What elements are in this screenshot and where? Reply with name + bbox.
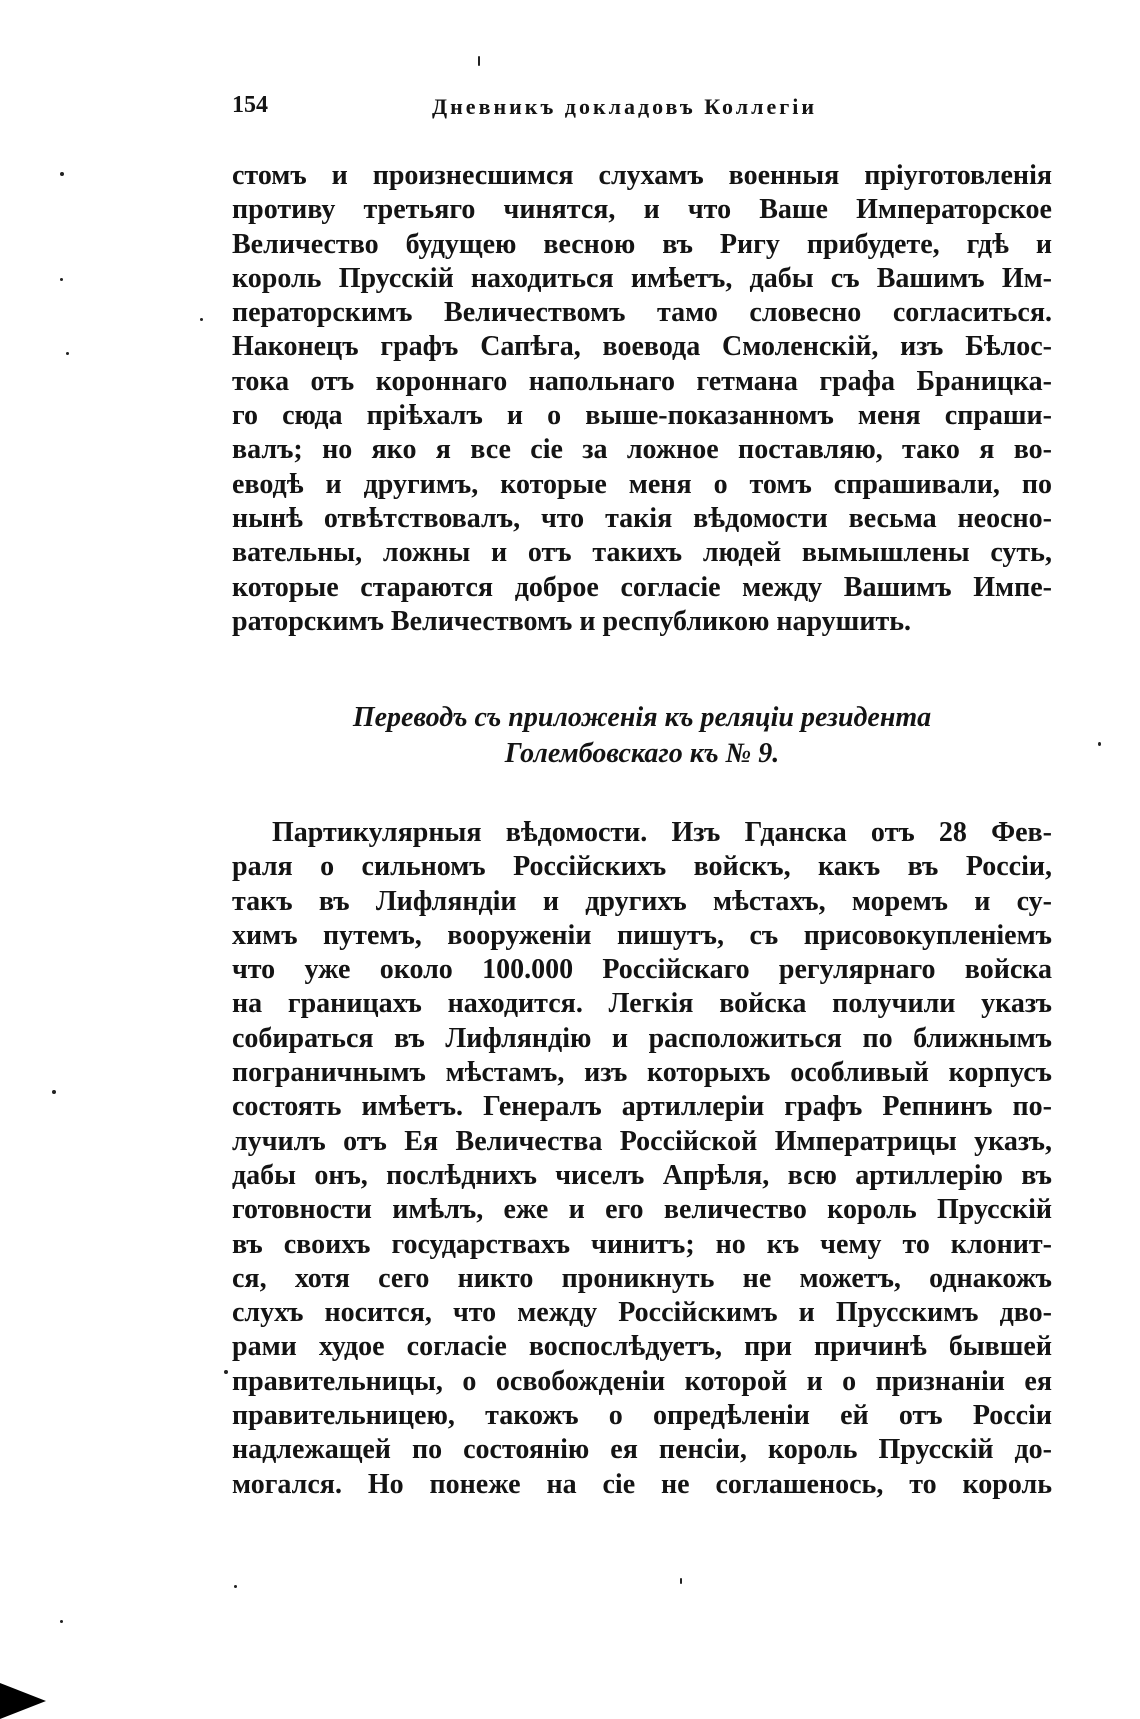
text-line: химъ путемъ, вооруженіи пишутъ, съ присовокупленіемъ	[232, 919, 1052, 951]
text-line: валъ; но яко я все сіе за ложное поставляю, тако я во-	[232, 434, 1052, 466]
text-line: стомъ и произнесшимся слухамъ военныя пріуготовленія	[232, 160, 1052, 191]
section-heading-line-1: Переводъ съ приложенія къ реляціи резидента	[352, 702, 932, 733]
scan-edge-shadow	[0, 1683, 46, 1719]
text-line: надлежащей по состоянію ея пенсіи, король Прусскій до-	[232, 1434, 1052, 1466]
text-line: раторскимъ Величествомъ и республикою нарушить.	[232, 605, 912, 637]
page-number: 154	[232, 92, 268, 118]
page-header	[232, 92, 1052, 132]
paragraph-continued	[232, 159, 1052, 639]
text-line: противу третьяго чинятся, и что Ваше Императорское	[232, 194, 1052, 226]
text-line: состоять имѣетъ. Генералъ артиллеріи графъ Репнинъ по-	[232, 1091, 1052, 1123]
text-line: правительницы, о освобожденіи которой и о признаніи ея	[232, 1365, 1052, 1397]
scan-speck	[60, 172, 64, 176]
text-line: слухъ носится, что между Россійскимъ и Прусскимъ дво-	[232, 1297, 1052, 1329]
text-line: Наконецъ графъ Сапѣга, воевода Смоленскій, изъ Бѣлос-	[232, 331, 1052, 363]
text-line: Партикулярныя вѣдомости. Изъ Гданска отъ 28 Фев-	[272, 817, 1052, 848]
section-heading	[232, 700, 1052, 772]
text-line: готовности имѣлъ, еже и его величество король Прусскій	[232, 1194, 1052, 1226]
paragraph-particular-news	[232, 816, 1052, 1502]
section-heading-line-2: Голембовскаго къ № 9.	[504, 738, 780, 769]
text-line: дабы онъ, послѣднихъ чиселъ Апрѣля, всю артиллерію въ	[232, 1159, 1052, 1191]
text-line: которые стараются доброе согласіе между Вашимъ Импе-	[232, 571, 1052, 603]
scan-speck	[478, 56, 480, 66]
scan-speck	[200, 318, 203, 321]
scan-speck	[60, 278, 63, 281]
text-line: лучилъ отъ Ея Величества Россійской Императрицы указъ,	[232, 1125, 1052, 1157]
text-line: такъ въ Лифляндіи и другихъ мѣстахъ, моремъ и су-	[232, 885, 1052, 917]
text-line: могался. Но понеже на сіе не соглашенось, то король	[232, 1468, 1052, 1500]
text-line: въ своихъ государствахъ чинитъ; но къ чему то клонит-	[232, 1228, 1052, 1260]
text-line: нынѣ отвѣтствовалъ, что такія вѣдомости весьма неосно-	[232, 502, 1052, 534]
text-line: ся, хотя сего никто проникнуть не можетъ, однакожъ	[232, 1262, 1052, 1294]
scan-speck	[680, 1578, 682, 1584]
text-line: вательны, ложны и отъ такихъ людей вымышлены суть,	[232, 537, 1052, 569]
text-line: раля о сильномъ Россійскихъ войскъ, какъ въ Россіи,	[232, 851, 1052, 883]
text-line: правительницею, такожъ о опредѣленіи ей отъ Россіи	[232, 1400, 1052, 1432]
text-line: собираться въ Лифляндію и расположиться по ближнымъ	[232, 1022, 1052, 1054]
text-line: тока отъ короннаго напольнаго гетмана графа Браницка-	[232, 365, 1052, 397]
running-head: Дневникъ докладовъ Коллегіи	[432, 94, 817, 119]
text-line: что уже около 100.000 Россійскаго регулярнаго войска	[232, 954, 1052, 986]
text-line: рами худое согласіе воспослѣдуетъ, при причинѣ бывшей	[232, 1331, 1052, 1363]
scan-speck	[60, 1620, 63, 1623]
text-line: на границахъ находится. Легкія войска получили указъ	[232, 988, 1052, 1020]
scan-speck	[224, 1370, 228, 1374]
text-line: го сюда пріѣхалъ и о выше-показанномъ меня спраши-	[232, 400, 1052, 432]
text-line: ператорскимъ Величествомъ тамо словесно согласиться.	[232, 297, 1052, 329]
scan-speck	[52, 1090, 56, 1094]
scan-speck	[66, 352, 69, 355]
text-line: пограничнымъ мѣстамъ, изъ которыхъ особливый корпусъ	[232, 1057, 1052, 1089]
text-line: король Прусскій находиться имѣетъ, дабы съ Вашимъ Им-	[232, 262, 1052, 294]
text-line: еводѣ и другимъ, которые меня о томъ спрашивали, по	[232, 468, 1052, 500]
text-line: Величество будущею весною въ Ригу прибудете, гдѣ и	[232, 228, 1052, 260]
scan-speck	[234, 1585, 237, 1588]
scan-speck	[1098, 742, 1101, 746]
